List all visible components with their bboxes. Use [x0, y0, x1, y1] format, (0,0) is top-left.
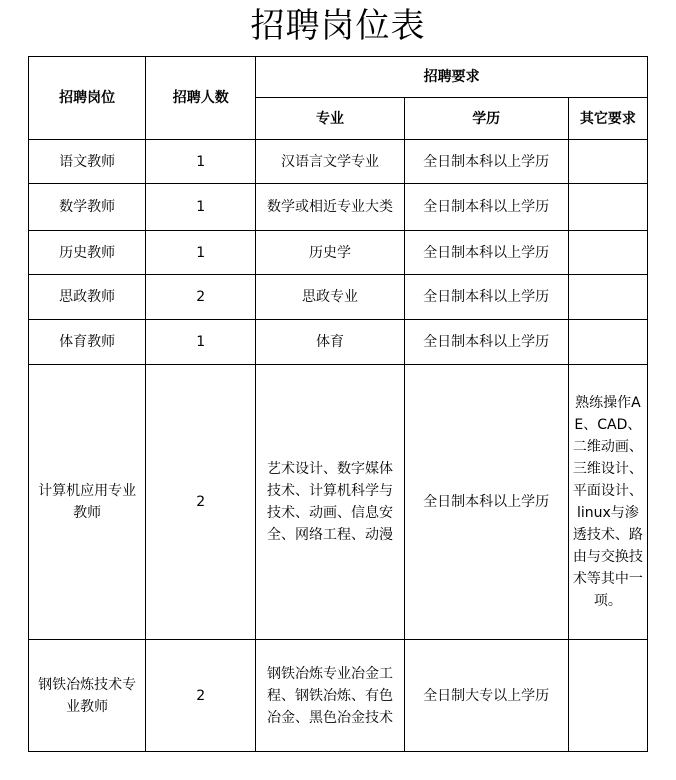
cell-count: 2: [146, 640, 256, 752]
cell-other: [568, 640, 647, 752]
cell-education: 全日制本科以上学历: [404, 365, 568, 640]
table-row: [29, 140, 648, 184]
cell-count: 1: [146, 231, 256, 275]
cell-education: 全日制本科以上学历: [404, 184, 568, 231]
cell-count: 2: [146, 275, 256, 320]
table-row: [29, 365, 648, 640]
cell-other: [568, 275, 647, 320]
cell-position: 历史教师: [29, 231, 146, 275]
header-other: 其它要求: [568, 98, 647, 140]
cell-major: 体育: [256, 320, 404, 365]
cell-other: [568, 140, 647, 184]
header-count: 招聘人数: [146, 57, 256, 140]
table-row: [29, 640, 648, 752]
cell-other: [568, 320, 647, 365]
cell-other: [568, 231, 647, 275]
table-row: [29, 320, 648, 365]
cell-count: 1: [146, 320, 256, 365]
cell-major: 数学或相近专业大类: [256, 184, 404, 231]
table-row: [29, 275, 648, 320]
recruitment-table: [28, 56, 648, 752]
cell-position: 思政教师: [29, 275, 146, 320]
cell-major: 钢铁冶炼专业冶金工程、钢铁冶炼、有色冶金、黑色冶金技术: [256, 640, 404, 752]
cell-education: 全日制本科以上学历: [404, 231, 568, 275]
header-education: 学历: [404, 98, 568, 140]
cell-education: 全日制大专以上学历: [404, 640, 568, 752]
cell-other: [568, 184, 647, 231]
cell-major: 汉语言文学专业: [256, 140, 404, 184]
cell-major: 艺术设计、数字媒体技术、计算机科学与技术、动画、信息安全、网络工程、动漫: [256, 365, 404, 640]
cell-position: 数学教师: [29, 184, 146, 231]
table-row: [29, 184, 648, 231]
cell-education: 全日制本科以上学历: [404, 275, 568, 320]
cell-count: 1: [146, 140, 256, 184]
cell-major: 历史学: [256, 231, 404, 275]
page-title: 招聘岗位表: [250, 6, 426, 46]
header-major: 专业: [256, 98, 404, 140]
table-row: [29, 231, 648, 275]
cell-position: 钢铁冶炼技术专业教师: [29, 640, 146, 752]
header-position: 招聘岗位: [29, 57, 146, 140]
cell-other: 熟练操作AE、CAD、二维动画、三维设计、平面设计、linux与渗透技术、路由与交换技术等其中一项。: [568, 365, 647, 640]
cell-position: 体育教师: [29, 320, 146, 365]
cell-position: 计算机应用专业教师: [29, 365, 146, 640]
header-requirements: 招聘要求: [256, 57, 648, 98]
cell-count: 1: [146, 184, 256, 231]
cell-position: 语文教师: [29, 140, 146, 184]
cell-education: 全日制本科以上学历: [404, 320, 568, 365]
cell-major: 思政专业: [256, 275, 404, 320]
cell-education: 全日制本科以上学历: [404, 140, 568, 184]
cell-count: 2: [146, 365, 256, 640]
